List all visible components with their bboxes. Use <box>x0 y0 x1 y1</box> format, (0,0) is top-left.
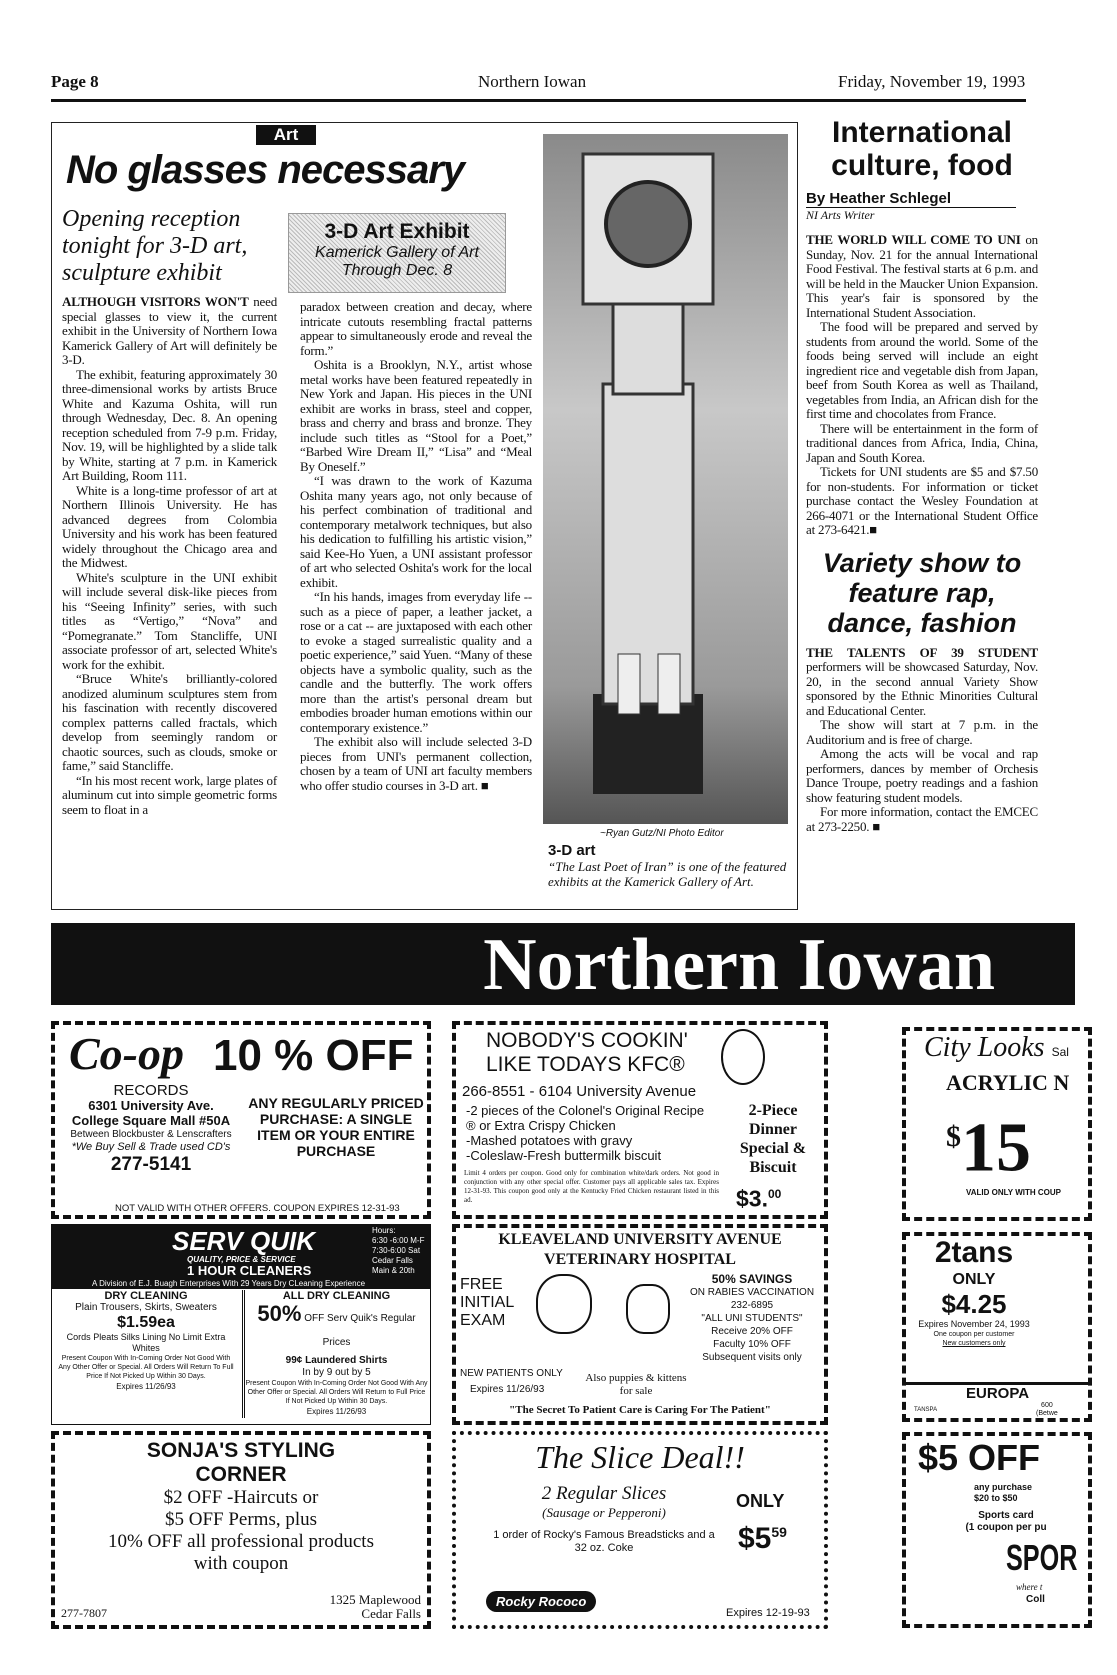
vet-ad <box>452 1224 828 1425</box>
sports-coupon: (1 coupon per pu <box>965 1522 1047 1533</box>
item: Silks <box>120 1332 140 1342</box>
coop-address: 6301 University Ave. <box>88 1098 214 1113</box>
rocky-rococo-ad <box>452 1431 828 1629</box>
slice-title: The Slice Deal!! <box>535 1439 745 1475</box>
vet-discount: Faculty 10% OFF <box>713 1339 791 1350</box>
coop-logo: Co-op <box>69 1028 184 1079</box>
tans-fine: One coupon per customer <box>933 1331 1015 1338</box>
sonja-address: 1325 Maplewood <box>329 1592 421 1607</box>
exhibit-infobox <box>288 213 506 293</box>
paragraph: The show will start at 7 p.m. in the Auditorium and is free of charge. <box>806 717 1038 747</box>
sonja-address: Cedar Falls <box>361 1606 421 1621</box>
europa-logo: EUROPA <box>966 1385 1030 1402</box>
vet-new-patients: NEW PATIENTS ONLY <box>460 1368 563 1379</box>
paragraph: Oshita is a Brooklyn, N.Y., artist whose metal works have been featured repeatedly in New York and Japan. His pieces in the UNI exhibit are works in brass, steel and copper, brass and cherry and brass and bronze. They include such titles as “Stool for a Poet,” “Barbed Wire Dream II,” “Lisa” and “Meal By Oneself.” <box>300 357 532 474</box>
kfc-ad <box>452 1021 828 1219</box>
intl-article <box>806 116 1038 538</box>
coupon-pct: 50% <box>257 1301 302 1326</box>
lead-caps: ALTHOUGH VISITORS WON'T <box>62 294 249 309</box>
kfc-address: 266-8551 - 6104 University Avenue <box>462 1083 697 1100</box>
paragraph: “I was drawn to the work of Kazuma Oshita many years ago, not only because of his perfect combination of traditional and contemporary metalwork techniques, but also his dedication to fulfilling his artistic vision,” said Kee-Ho Yuen, a UNI assistant professor of art who selected Oshita's work for the local exhibit. <box>300 473 532 590</box>
page-number: Page 8 <box>51 72 99 91</box>
paragraph: “In his hands, images from everyday life -- such as a piece of paper, a leather jacket, a rose or a cat -- are juxtaposed with each other to evoke a staged surrealistic quality and a poetic experience,” said Yuen. “Many of these objects have a symbolic quality, such as the candle and the butterfly. The work offers more than the artist's personal dream but embodies broader human emotions within our contemporary existence.” <box>300 589 532 735</box>
colonel-icon <box>721 1029 765 1085</box>
lead-caps: THE WORLD WILL COME TO UNI <box>806 232 1021 247</box>
kfc-item: -Coleslaw-Fresh buttermilk biscuit <box>466 1148 662 1163</box>
issue-date: Friday, November 19, 1993 <box>838 72 1026 91</box>
coupon-items: Plain Trousers, Skirts, Sweaters <box>75 1302 217 1313</box>
paragraph: The exhibit, featuring approximately 30 three-dimensional works by artists Bruce White and Kazuma Oshita, will run through Wednesday, Dec. 8. An opening reception scheduled from 7-9 p.m. Friday, Nov. 19, will be highlighted by a slide talk by White, starting at 7 p.m. in Kamerick Art Building, Room 111. <box>62 366 277 483</box>
sports-tagline: where t <box>1016 1582 1043 1592</box>
art-deck: Opening reception tonight for 3-D art, sculpture exhibit <box>62 206 248 286</box>
hours-line: Main & 20th <box>372 1266 415 1275</box>
citylooks-price: 15 <box>961 1109 1031 1187</box>
sonja-phone: 277-7807 <box>61 1606 107 1620</box>
citylooks-valid: VALID ONLY WITH COUP <box>966 1188 1061 1198</box>
paragraph: paradox between creation and decay, where intricate cutouts resembling fractal patterns appear to simultaneously erode and reveal the form.” <box>300 299 532 358</box>
coupon-shirts: 99¢ Laundered Shirts <box>285 1355 388 1366</box>
intl-headline: International culture, food <box>831 116 1013 182</box>
photo-caption <box>548 842 793 889</box>
sonja-title: SONJA'S STYLING <box>146 1439 336 1462</box>
sculpture-image <box>543 134 788 824</box>
sports-terms: any purchase <box>974 1482 1033 1492</box>
coop-phone: 277-5141 <box>110 1154 192 1175</box>
servquik-ad <box>51 1224 431 1425</box>
tans-fine: New customers only <box>942 1340 1006 1347</box>
item: No Limit <box>168 1332 202 1342</box>
vet-title: KLEAVELAND UNIVERSITY AVENUE <box>498 1231 782 1248</box>
paragraph: White's sculpture in the UNI exhibit will include several disk-like pieces from his “Seeing Infinity” series, with such titles as “Vertigo,” “Nova” and “Pomegranate.” Tom Stancliffe, UNI associate professor of art, selected White's work for the exhibit. <box>62 569 277 672</box>
dog-icon <box>536 1274 592 1334</box>
vet-puppies: Also puppies & kittens for sale <box>585 1372 687 1397</box>
slice-offer: 1 order of Rocky's Famous Breadsticks and a 32 oz. Coke <box>493 1529 715 1554</box>
vet-savings: 50% SAVINGS <box>711 1272 793 1286</box>
art-headline: No glasses necessary <box>66 148 465 192</box>
lead-caps: THE TALENTS OF 39 STUDENT <box>806 644 1038 660</box>
sonja-title: CORNER <box>195 1463 287 1486</box>
byline: By Heather Schlegel <box>806 190 1016 208</box>
item: Extra <box>204 1332 226 1342</box>
servquik-tagline: QUALITY, PRICE & SERVICE <box>187 1255 296 1264</box>
caption-text: “The Last Poet of Iran” is one of the featured exhibits at the Kamerick Gallery of Art. <box>548 859 787 889</box>
tans-title: 2tans <box>934 1236 1014 1269</box>
servquik-sub: 1 HOUR CLEANERS <box>187 1263 312 1278</box>
coop-sub: RECORDS <box>113 1082 189 1099</box>
paragraph: “Bruce White's brilliantly-colored anodized aluminum sculptures stem from his fascination with recently discovered complex patterns called fractals, which develop from seemingly random or chaotic sources, such as clouds, smoke or fame,” said Stancliffe. <box>62 671 277 773</box>
paragraph: White is a long-time professor of art at Northern Illinois University. He has advanced degrees from Colombia University and his work has been featured widely throughout the Chicago area and the Midwest. <box>62 482 277 570</box>
cat-icon <box>626 1284 670 1334</box>
infobox-title: 3-D Art Exhibit <box>324 220 470 243</box>
europa-tanspa-ad <box>902 1232 1092 1422</box>
slice-expires: Expires 12-19-93 <box>726 1607 810 1619</box>
coupon-price: $1.59ea <box>117 1314 175 1331</box>
sports-card-ad <box>902 1432 1092 1628</box>
sculpture-photo <box>543 134 788 824</box>
caption-title: 3-D art <box>548 842 596 859</box>
coupon-exp: Expires 11/26/93 <box>116 1382 176 1391</box>
slice-offer: 2 Regular Slices <box>541 1483 667 1504</box>
europa-sub: TANSPA <box>914 1407 938 1413</box>
hours-line: Cedar Falls <box>372 1256 413 1265</box>
item: Whites <box>132 1343 160 1353</box>
paragraph: For more information, contact the EMCEC at 273-2250. ■ <box>806 804 1038 834</box>
paper-name: Northern Iowan <box>478 72 587 91</box>
europa-address: (Betwe <box>1036 1410 1058 1417</box>
infobox-line: Kamerick Gallery of Art <box>315 244 479 261</box>
tans-exp: Expires November 24, 1993 <box>918 1319 1030 1329</box>
vet-phone: 232-6895 <box>730 1300 774 1311</box>
sports-logo: SPOR <box>1006 1537 1078 1578</box>
europa-address: 600 <box>1041 1402 1053 1409</box>
sports-tagline: Coll <box>1026 1594 1045 1605</box>
infobox-line: Through Dec. 8 <box>341 262 453 279</box>
vet-discount: Receive 20% OFF <box>711 1326 793 1337</box>
coop-footer: NOT VALID WITH OTHER OFFERS. COUPON EXPIRES 12-31-93 <box>115 1203 400 1214</box>
slice-offer: (Sausage or Pepperoni) <box>542 1505 666 1520</box>
paragraph: Tickets for UNI students are $5 and $7.50 for non-students. For information or ticket purchase contact the Wesley Foundation at 266-4071 or the International Student Office at 273-6421.■ <box>806 464 1038 537</box>
item: Lining <box>142 1332 167 1342</box>
kfc-slogan: NOBODY'S COOKIN' <box>486 1029 688 1052</box>
coop-terms: ANY REGULARLY PRICED PURCHASE: A SINGLE ITEM OR YOUR ENTIRE PURCHASE <box>248 1095 424 1159</box>
vet-motto: "The Secret To Patient Care is Caring For The Patient" <box>509 1404 771 1416</box>
sports-terms: $20 to $50 <box>974 1493 1018 1503</box>
kfc-item: -2 pieces of the Colonel's Original Recipe ® or Extra Crispy Chicken <box>466 1103 705 1133</box>
servquik-logo: SERV QUIK <box>172 1226 316 1256</box>
sonja-offer: 10% OFF all professional products <box>108 1531 374 1552</box>
vet-expires: Expires 11/26/93 <box>470 1384 545 1395</box>
photo-credit: ~Ryan Gutz/NI Photo Editor <box>600 828 724 839</box>
coop-offer: 10 % OFF <box>213 1031 414 1080</box>
kfc-fine-print: Limit 4 orders per coupon. Good only for combination white/dark orders. Not good in conjunction with any other special offer. Customer pays all applicable sales tax. Expires 12-31-93. This coupon good only at the Kentucky Fried Chicken restaurant listed in this ad. <box>464 1169 719 1204</box>
citylooks-logo: City Looks <box>924 1032 1045 1063</box>
masthead-banner: Northern Iowan <box>51 923 1075 1005</box>
citylooks-sal: Sal <box>1051 1045 1069 1059</box>
kfc-item: -Mashed potatoes with gravy <box>466 1133 633 1148</box>
coupon-off: OFF Serv Quik's Regular Prices <box>304 1313 416 1348</box>
sonja-offer: $5 OFF Perms, plus <box>164 1509 318 1530</box>
coop-address: Between Blockbuster & Lenscrafters <box>70 1129 232 1140</box>
rocky-logo: Rocky Rococo <box>486 1591 596 1612</box>
item: Pleats <box>93 1332 119 1342</box>
vet-discount: Subsequent visits only <box>702 1352 802 1363</box>
servquik-division: A Division of E.J. Buagh Enterprises With 29 Years Dry CLeaning Experience <box>92 1279 366 1288</box>
vet-students: "ALL UNI STUDENTS" <box>701 1313 803 1324</box>
item: Cords <box>66 1332 91 1342</box>
vet-title: VETERINARY HOSPITAL <box>544 1251 736 1268</box>
coupon-exp: Expires 11/26/93 <box>306 1407 367 1416</box>
slice-only: ONLY <box>736 1491 785 1511</box>
paragraph: The exhibit also will include selected 3-D pieces from UNI's permanent collection, chosen by a team of UNI art faculty members who offer studio courses in 3-D art. ■ <box>300 734 532 793</box>
art-column-1 <box>62 295 277 817</box>
sonjas-styling-ad <box>51 1431 431 1629</box>
tans-price: $4.25 <box>941 1289 1007 1319</box>
art-column-2 <box>300 300 532 793</box>
paragraph: There will be entertainment in the form of traditional dances from Africa, India, China, Japan and South Korea. <box>806 420 1038 465</box>
coupon-head: DRY CLEANING <box>104 1290 188 1302</box>
coop-records-ad <box>51 1021 431 1219</box>
kfc-cents: 00 <box>767 1187 782 1201</box>
coupon-fine: Present Coupon With In-Coming Order Not Good With Any Other Offer or Special. All Orders Will Return to Full Price If Not Picked Up Within 30 Days. <box>245 1380 428 1405</box>
section-tag: Art <box>256 125 316 145</box>
citylooks-item: ACRYLIC N <box>946 1070 1070 1095</box>
byline-role: NI Arts Writer <box>806 208 875 222</box>
coop-address: College Square Mall #50A <box>71 1113 231 1128</box>
kfc-slogan: LIKE TODAYS KFC® <box>486 1053 685 1076</box>
coupon-fine: Present Coupon With In-Coming Order Not Good With Any Other Offer or Special. All Orders Will Return To Full Price If Not Picked Up Within 30 Days. <box>58 1355 234 1380</box>
slice-cents: 59 <box>771 1524 787 1540</box>
paragraph: need special glasses to view it, the current exhibit in the University of Northern Iowa Kamerick Gallery of Art will definitely be 3-D. <box>62 294 277 367</box>
vet-rabies: ON RABIES VACCINATION <box>689 1287 815 1298</box>
sonja-offer: with coupon <box>193 1553 289 1574</box>
hours-line: Hours: <box>372 1226 396 1235</box>
right-column <box>806 116 1038 834</box>
header-rule <box>51 99 1026 102</box>
city-looks-ad: City Looks Sal ACRYLIC N $15 VALID ONLY WITH COUP <box>902 1027 1092 1221</box>
hours-line: 7:30-6:00 Sat <box>372 1246 421 1255</box>
sonja-offer: $2 OFF -Haircuts or <box>163 1487 319 1508</box>
variety-headline: Variety show to feature rap, dance, fashion <box>822 547 1022 638</box>
vet-free-exam: FREE INITIAL EXAM <box>460 1276 514 1329</box>
kfc-price: $3. <box>736 1185 768 1212</box>
paragraph: Among the acts will be vocal and rap performers, dances by member of Orchesis Dance Troupe, poetry readings and a fashion show featuring student models. <box>806 746 1038 805</box>
paragraph: The food will be prepared and served by students from around the world. Some of the foods being served will include an eight ingredient rice and vegetable dish from Japan, beef from South Korea as well as Thailand, vegetables from India, an African dish for the first time and chocolates from France. <box>806 319 1038 421</box>
coop-trade: *We Buy Sell & Trade used CD's <box>71 1141 231 1153</box>
paragraph: “In his most recent work, large plates of aluminum cut into simple geometric forms seem to float in a <box>62 772 277 817</box>
art-column-1-wrap <box>62 206 277 817</box>
tans-only: ONLY <box>952 1271 996 1288</box>
paragraph: performers will be showcased Saturday, Nov. 20, in the second annual Variety Show sponsored by the Ethnic Minorities Cultural and Educational Center. <box>806 659 1038 718</box>
sports-off: $5 OFF <box>918 1437 1041 1478</box>
coupon-head: ALL DRY CLEANING <box>282 1290 391 1302</box>
hours-line: 6:30 -6:00 M-F <box>372 1236 425 1245</box>
coupon-shirts: In by 9 out by 5 <box>302 1367 371 1378</box>
kfc-special: 2-Piece Dinner Special & Biscuit <box>739 1102 807 1176</box>
slice-price: $5 <box>738 1522 772 1555</box>
sports-card: Sports card <box>978 1510 1034 1521</box>
variety-article <box>806 548 1038 835</box>
paragraph: on Sunday, Nov. 21 for the annual International Food Festival. The festival starts at 6 p.m. and will be held in the Maucker Union Expansion. This year's fair is sponsored by the International Student Association. <box>806 232 1038 320</box>
